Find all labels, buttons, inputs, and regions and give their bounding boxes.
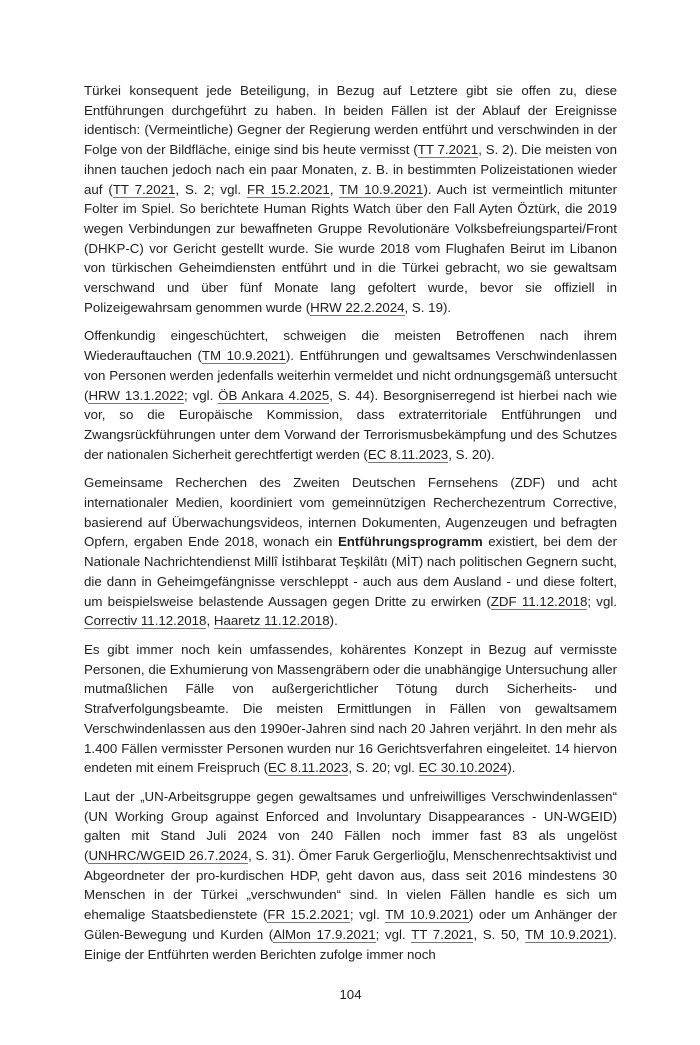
paragraph — [84, 473, 617, 631]
body-text: Es gibt immer noch kein umfassendes, kohärentes Konzept in Bezug auf vermisste Personen, die Exhumierung von Massengräbern oder die unabhängige Untersuchung aller mutmaßlichen Fälle von außergerichtlicher Tötung durch Sicherheits- und Strafverfolgungsbeamte. Die meisten Ermittlungen in Fällen von gewaltsamem Verschwindenlassen aus den 1990er-Jahren sind nach 20 Jahren verjährt. In den mehr als 1.400 Fällen vermisster Personen wurden nur 16 Gerichtsverfahren eingeleitet. 14 hiervon endeten mit einem Freispruch ( — [84, 641, 617, 776]
source-reference-link[interactable]: Haaretz 11.12.2018 — [213, 613, 330, 629]
body-text: , S. 44). Besorgniserregend ist hierbei nach wie vor, so die Europäische Kommission, dass extraterritoriale Entführungen und Zwangsrückführungen unter dem Vorwand der Terrorismusbekämpfung und des Schutzes der nationalen Sicherheit gerechtfertigt werden ( — [84, 387, 617, 462]
body-text: Laut der „UN-Arbeitsgruppe gegen gewaltsames und unfreiwilliges Verschwindenlassen“ (UN Working Group against Enforced and Involuntary Disappearances - UN-WGEID) galten mit Stand Juli 2024 von 240 Fällen noch immer fast 83 als ungelöst ( — [84, 788, 617, 864]
body-text: ). — [329, 613, 338, 629]
body-text: Türkei konsequent jede Beteiligung, in Bezug auf Letztere gibt sie offen zu, diese Entführungen durchgeführt zu haben. In beiden Fällen ist der Ablauf der Ereignisse identisch: (Vermeintliche) Gegner der Regierung werden entführt und verschwinden in der Folge von der Bildfläche, einige sind bis heute vermisst ( — [84, 83, 617, 158]
paragraph — [84, 640, 617, 778]
source-reference-link[interactable]: HRW 13.1.2022 — [88, 387, 184, 403]
paragraph — [84, 326, 617, 464]
source-reference-link[interactable]: UNHRC/WGEID 26.7.2024 — [88, 848, 249, 864]
source-reference-link[interactable]: Correctiv 11.12.2018 — [84, 613, 207, 629]
bold-text: Entführungsprogramm — [337, 534, 483, 550]
body-text: , S. 31). Ömer Faruk Gergerlioğlu, Menschenrechtsaktivist und Abgeordneter der pro-kurdischen HDP, geht davon aus, dass seit 2016 mindestens 30 Menschen in der Türkei „verschwunden“ sind. In vielen Fällen handle es sich um ehemalige Staatsbedienstete ( — [84, 848, 617, 923]
source-reference-link[interactable]: EC 30.10.2024 — [418, 760, 508, 776]
body-text: ; vgl. — [184, 387, 219, 403]
source-reference-link[interactable]: TT 7.2021 — [112, 181, 176, 197]
source-reference-link[interactable]: ÖB Ankara 4.2025 — [218, 387, 330, 403]
body-text: ; vgl. — [349, 907, 386, 923]
source-reference-link[interactable]: AlMon 17.9.2021 — [273, 926, 376, 942]
body-text: , S. 19). — [404, 299, 452, 315]
body-text: Offenkundig eingeschüchtert, schweigen die meisten Betroffenen nach ihrem Wiederauftauchen ( — [84, 328, 617, 364]
paragraph — [84, 81, 617, 317]
body-text: existiert, bei dem der Nationale Nachrichtendienst Millî İstihbarat Teşkilâtı (MİT) nach politischen Gegnern sucht, die dann in Geheimgefängnisse verschleppt - auch aus dem Ausland - und diese foltert, um beispielsweise belastende Aussagen gegen Dritte zu erwirken ( — [84, 534, 617, 609]
body-text: ). Auch ist vermeintlich mitunter Folter im Spiel. So berichtete Human Rights Watch über den Fall Ayten Öztürk, die 2019 wegen Verbindungen zur bewaffneten Gruppe Revolutionäre Volksbefreiungspartei/Front (DHKP-C) vor Gericht gestellt wurde. Sie wurde 2018 vom Flughafen Beirut im Libanon von türkischen Geheimdiensten entführt und in die Türkei gebracht, wo sie gewaltsam verschwand und über fünf Monate lang gefoltert wurde, bevor sie offiziell in Polizeigewahrsam genommen wurde ( — [84, 181, 617, 315]
source-reference-link[interactable]: FR 15.2.2021 — [247, 181, 330, 197]
body-text: Gemeinsame Recherchen des Zweiten Deutschen Fernsehens (ZDF) und acht internationaler Medien, koordiniert vom gemeinnützigen Recherchezentrum Corrective, basierend auf Überwachungsvideos, internen Dokumenten, Augenzeugen und befragten Opfern, ergaben Ende 2018, wonach ein — [84, 475, 617, 550]
body-text: ). — [507, 760, 516, 776]
source-reference-link[interactable]: TT 7.2021 — [411, 926, 474, 942]
body-text: ). Entführungen und gewaltsames Verschwindenlassen von Personen werden jedenfalls weiterhin vermeldet und nicht ordnungsgemäß untersucht ( — [84, 348, 617, 403]
document-body — [84, 81, 617, 973]
body-text: , S. 2; vgl. — [175, 181, 248, 197]
source-reference-link[interactable]: TM 10.9.2021 — [524, 926, 609, 942]
body-text: , S. 20; vgl. — [348, 760, 419, 776]
body-text: , S. 2). Die meisten von ihnen tauchen jedoch nach ein paar Monaten, z. B. in bestimmten Polizeistationen wieder auf ( — [84, 142, 618, 197]
source-reference-link[interactable]: TT 7.2021 — [417, 142, 479, 158]
body-text: ; vgl. — [375, 926, 412, 942]
body-text: , — [329, 181, 340, 197]
body-text: , S. 20). — [448, 446, 495, 462]
source-reference-link[interactable]: HRW 22.2.2024 — [310, 299, 405, 315]
source-reference-link[interactable]: FR 15.2.2021 — [267, 907, 350, 923]
source-reference-link[interactable]: TM 10.9.2021 — [339, 181, 424, 197]
source-reference-link[interactable]: TM 10.9.2021 — [201, 348, 286, 364]
source-reference-link[interactable]: ZDF 11.12.2018 — [490, 593, 588, 609]
paragraph — [84, 787, 617, 964]
body-text: ). Einige der Entführten werden Berichten zufolge immer noch — [84, 926, 617, 962]
source-reference-link[interactable]: EC 8.11.2023 — [367, 446, 449, 462]
body-text: , — [206, 613, 214, 629]
page-number: 104 — [339, 987, 362, 1003]
body-text: , S. 50, — [473, 926, 525, 942]
source-reference-link[interactable]: EC 8.11.2023 — [268, 760, 349, 776]
source-reference-link[interactable]: TM 10.9.2021 — [385, 907, 470, 923]
body-text: ; vgl. — [587, 593, 617, 609]
body-text: ) oder um Anhänger der Gülen-Bewegung und Kurden ( — [84, 907, 617, 942]
